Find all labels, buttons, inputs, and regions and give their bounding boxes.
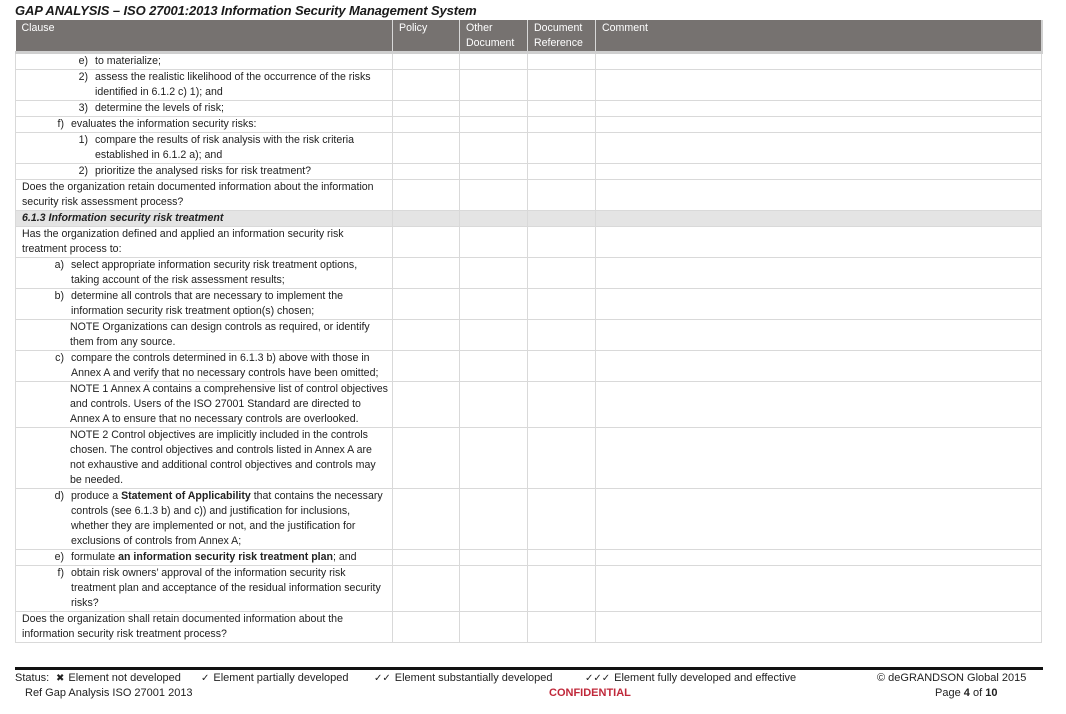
clause-cell: [16, 566, 393, 612]
legend-text: Element substantially developed: [394, 672, 553, 684]
policy-cell[interactable]: [393, 289, 460, 320]
clause-text-bold: an information security risk treatment plan: [118, 551, 333, 563]
clause-cell: [16, 382, 393, 428]
table-row: [16, 566, 1042, 612]
document-reference-cell[interactable]: [528, 133, 596, 164]
legend-substantially-developed: [374, 672, 553, 684]
document-reference-cell[interactable]: [528, 612, 596, 643]
column-header-other-document: [460, 20, 528, 53]
policy-cell[interactable]: [393, 428, 460, 489]
comment-cell[interactable]: [596, 133, 1042, 164]
other-document-cell[interactable]: [460, 101, 528, 117]
policy-cell[interactable]: [393, 133, 460, 164]
document-reference-cell[interactable]: [528, 53, 596, 70]
other-document-cell[interactable]: [460, 258, 528, 289]
policy-cell[interactable]: [393, 53, 460, 70]
status-label: [15, 672, 49, 684]
policy-cell[interactable]: [393, 258, 460, 289]
other-document-cell[interactable]: [460, 566, 528, 612]
clause-item: [22, 117, 388, 132]
other-document-cell[interactable]: [460, 489, 528, 550]
policy-cell[interactable]: [393, 320, 460, 351]
document-reference-cell[interactable]: [528, 289, 596, 320]
comment-cell[interactable]: [596, 258, 1042, 289]
clause-label: 3): [78, 102, 88, 114]
comment-cell[interactable]: [596, 289, 1042, 320]
clause-label: a): [54, 259, 64, 271]
document-reference-cell[interactable]: [528, 101, 596, 117]
document-reference-cell[interactable]: [528, 117, 596, 133]
clause-cell: [16, 289, 393, 320]
table-row: [16, 227, 1042, 258]
column-header-document-reference: [528, 20, 596, 53]
table-row: [16, 180, 1042, 211]
clause-label: 2): [78, 165, 88, 177]
other-document-cell[interactable]: [460, 289, 528, 320]
clause-item: [22, 550, 388, 565]
clause-text: to materialize;: [95, 55, 161, 67]
clause-cell: [16, 53, 393, 70]
clause-question: Does the organization retain documented information about the information security risk assessment process?: [22, 181, 374, 208]
page-prefix: Page: [935, 687, 961, 699]
clause-text: [71, 550, 388, 565]
other-document-cell[interactable]: [460, 227, 528, 258]
comment-cell[interactable]: [596, 489, 1042, 550]
legend-text: Element not developed: [68, 672, 181, 684]
other-document-cell[interactable]: [460, 211, 528, 227]
page-of: of: [972, 687, 983, 699]
legend-text: Element partially developed: [213, 672, 349, 684]
document-reference-cell[interactable]: [528, 258, 596, 289]
clause-cell: [16, 258, 393, 289]
other-document-cell[interactable]: [460, 351, 528, 382]
document-reference-cell[interactable]: [528, 211, 596, 227]
policy-cell[interactable]: [393, 566, 460, 612]
clause-cell: [16, 320, 393, 351]
document-title: GAP ANALYSIS – ISO 27001:2013 Information Security Management System: [15, 3, 477, 18]
triple-check-icon: ✓✓✓: [585, 673, 611, 684]
clause-question: Has the organization defined and applied an information security risk treatment process to:: [22, 228, 344, 255]
footer-divider: [15, 667, 1043, 670]
document-reference: Ref Gap Analysis ISO 27001 2013: [25, 687, 193, 699]
clause-label: b): [54, 290, 64, 302]
clause-text-bold: Statement of Applicability: [121, 490, 251, 502]
clause-cell: [16, 180, 393, 211]
legend-text: Element fully developed and effective: [614, 672, 797, 684]
comment-cell[interactable]: [596, 117, 1042, 133]
policy-cell[interactable]: [393, 117, 460, 133]
document-reference-cell[interactable]: [528, 351, 596, 382]
table-row: [16, 428, 1042, 489]
comment-cell[interactable]: [596, 227, 1042, 258]
clause-cell: [16, 70, 393, 101]
section-title: 6.1.3 Information security risk treatment: [22, 212, 224, 224]
section-header-row: [16, 211, 1042, 227]
column-header-clause: Clause: [16, 20, 393, 53]
policy-cell[interactable]: [393, 612, 460, 643]
clause-item: [22, 289, 388, 319]
clause-label: e): [78, 55, 88, 67]
clause-label: 1): [78, 134, 88, 146]
comment-cell[interactable]: [596, 612, 1042, 643]
document-reference-cell[interactable]: [528, 70, 596, 101]
comment-cell[interactable]: [596, 70, 1042, 101]
comment-cell[interactable]: [596, 566, 1042, 612]
table-header-row: [16, 20, 1042, 53]
clause-cell: [16, 133, 393, 164]
other-document-cell[interactable]: [460, 382, 528, 428]
copyright: © deGRANDSON Global 2015: [877, 672, 1027, 684]
comment-cell[interactable]: [596, 351, 1042, 382]
policy-cell[interactable]: [393, 180, 460, 211]
clause-label: e): [54, 551, 64, 563]
clause-item: [22, 133, 388, 163]
clause-cell: [16, 612, 393, 643]
clause-text: [71, 489, 388, 549]
clause-item: [22, 54, 388, 69]
clause-text-post: ; and: [332, 551, 357, 563]
clause-item: [22, 489, 388, 549]
other-document-cell[interactable]: [460, 53, 528, 70]
clause-item: [22, 258, 388, 288]
comment-cell[interactable]: [596, 211, 1042, 227]
confidential-label: CONFIDENTIAL: [549, 687, 631, 699]
policy-cell[interactable]: [393, 351, 460, 382]
table-row: [16, 258, 1042, 289]
legend-partially-developed: [201, 672, 349, 684]
table-row: [16, 117, 1042, 133]
policy-cell[interactable]: [393, 101, 460, 117]
clause-text-post: that contains the necessary controls (see 6.1.3 b) and c)) and justification for inclusions, whether they are implemented or not, and the justification for exclusions of controls from Annex A;: [71, 490, 383, 547]
page-current: 4: [963, 687, 970, 699]
document-reference-cell[interactable]: [528, 489, 596, 550]
other-document-cell[interactable]: [460, 70, 528, 101]
table-row: [16, 164, 1042, 180]
clause-cell: [16, 164, 393, 180]
clause-label: c): [55, 352, 64, 364]
table-row: [16, 382, 1042, 428]
clause-label: f): [57, 118, 64, 130]
page-total: 10: [985, 687, 998, 699]
gap-analysis-table: [15, 20, 1043, 643]
clause-text: assess the realistic likelihood of the occurrence of the risks identified in 6.1.2 c) 1); and: [95, 71, 371, 98]
table-row: [16, 489, 1042, 550]
table-row: [16, 612, 1042, 643]
header-line: Document: [534, 22, 583, 34]
clause-label: d): [54, 490, 64, 502]
document-reference-cell[interactable]: [528, 227, 596, 258]
legend-fully-developed: [585, 672, 796, 684]
clause-note: NOTE 2 Control objectives are implicitly included in the controls chosen. The control objectives and controls listed in Annex A are not exhaustive and additional control objectives and controls may be needed.: [70, 429, 376, 486]
clause-cell: [16, 101, 393, 117]
clause-text: evaluates the information security risks:: [71, 118, 257, 130]
other-document-cell[interactable]: [460, 320, 528, 351]
header-line: Reference: [534, 37, 583, 49]
other-document-cell[interactable]: [460, 180, 528, 211]
other-document-cell[interactable]: [460, 612, 528, 643]
other-document-cell[interactable]: [460, 428, 528, 489]
clause-text-pre: formulate: [71, 551, 119, 563]
clause-label: 2): [78, 71, 88, 83]
document-reference-cell[interactable]: [528, 164, 596, 180]
comment-cell[interactable]: [596, 320, 1042, 351]
document-reference-cell[interactable]: [528, 382, 596, 428]
other-document-cell[interactable]: [460, 117, 528, 133]
clause-item: [22, 351, 388, 381]
policy-cell[interactable]: [393, 550, 460, 566]
clause-cell: [16, 117, 393, 133]
comment-cell[interactable]: [596, 180, 1042, 211]
other-document-cell[interactable]: [460, 550, 528, 566]
table-row: [16, 133, 1042, 164]
policy-cell[interactable]: [393, 164, 460, 180]
table-row: [16, 550, 1042, 566]
column-header-comment: Comment: [596, 20, 1042, 53]
clause-cell: [16, 428, 393, 489]
clause-text: obtain risk owners’ approval of the information security risk treatment plan and acceptance of the residual information security risks?: [71, 567, 381, 609]
table-row: [16, 53, 1042, 70]
clause-text: determine all controls that are necessary to implement the information security risk treatment option(s) chosen;: [71, 290, 344, 317]
comment-cell[interactable]: [596, 53, 1042, 70]
page-number: [935, 687, 997, 699]
clause-cell: [16, 489, 393, 550]
clause-note: NOTE 1 Annex A contains a comprehensive list of control objectives and controls. Users of the ISO 27001 Standard are directed to Annex A to ensure that no necessary controls are overlooked.: [70, 383, 388, 425]
comment-cell[interactable]: [596, 101, 1042, 117]
clause-cell: [16, 550, 393, 566]
clause-item: [22, 70, 388, 100]
clause-label: f): [57, 567, 64, 579]
document-reference-cell[interactable]: [528, 550, 596, 566]
policy-cell[interactable]: [393, 211, 460, 227]
table-row: [16, 289, 1042, 320]
document-reference-cell[interactable]: [528, 320, 596, 351]
clause-item: [22, 566, 388, 611]
comment-cell[interactable]: [596, 382, 1042, 428]
cross-icon: ✖: [56, 673, 65, 684]
clause-item: [22, 164, 388, 179]
document-reference-cell[interactable]: [528, 566, 596, 612]
header-line: Document: [466, 37, 515, 49]
clause-cell: [16, 227, 393, 258]
comment-cell[interactable]: [596, 428, 1042, 489]
table-row: [16, 351, 1042, 382]
clause-note: NOTE Organizations can design controls as required, or identify them from any source.: [70, 321, 370, 348]
other-document-cell[interactable]: [460, 164, 528, 180]
clause-item: [22, 101, 388, 116]
clause-text: select appropriate information security risk treatment options, taking account of the risk assessment results;: [71, 259, 358, 286]
column-header-policy: Policy: [393, 20, 460, 53]
legend-not-developed: [56, 672, 181, 684]
table-row: [16, 70, 1042, 101]
table-row: [16, 320, 1042, 351]
clause-cell: [16, 351, 393, 382]
clause-text: compare the controls determined in 6.1.3 b) above with those in Annex A and verify that no necessary controls have been omitted;: [71, 352, 379, 379]
clause-text-pre: produce a: [71, 490, 122, 502]
header-line: Other: [466, 22, 493, 34]
other-document-cell[interactable]: [460, 133, 528, 164]
document-reference-cell[interactable]: [528, 428, 596, 489]
double-check-icon: ✓✓: [374, 673, 391, 684]
clause-question: Does the organization shall retain documented information about the information security risk treatment process?: [22, 613, 343, 640]
policy-cell[interactable]: [393, 382, 460, 428]
clause-text: determine the levels of risk;: [95, 102, 224, 114]
clause-text: prioritize the analysed risks for risk treatment?: [95, 165, 312, 177]
policy-cell[interactable]: [393, 489, 460, 550]
comment-cell[interactable]: [596, 164, 1042, 180]
clause-text: compare the results of risk analysis with the risk criteria established in 6.1.2 a); and: [95, 134, 355, 161]
status-label-text: Status:: [15, 672, 50, 684]
document-reference-cell[interactable]: [528, 180, 596, 211]
policy-cell[interactable]: [393, 70, 460, 101]
comment-cell[interactable]: [596, 550, 1042, 566]
policy-cell[interactable]: [393, 227, 460, 258]
clause-cell: [16, 211, 393, 227]
check-icon: ✓: [201, 673, 210, 684]
table-row: [16, 101, 1042, 117]
